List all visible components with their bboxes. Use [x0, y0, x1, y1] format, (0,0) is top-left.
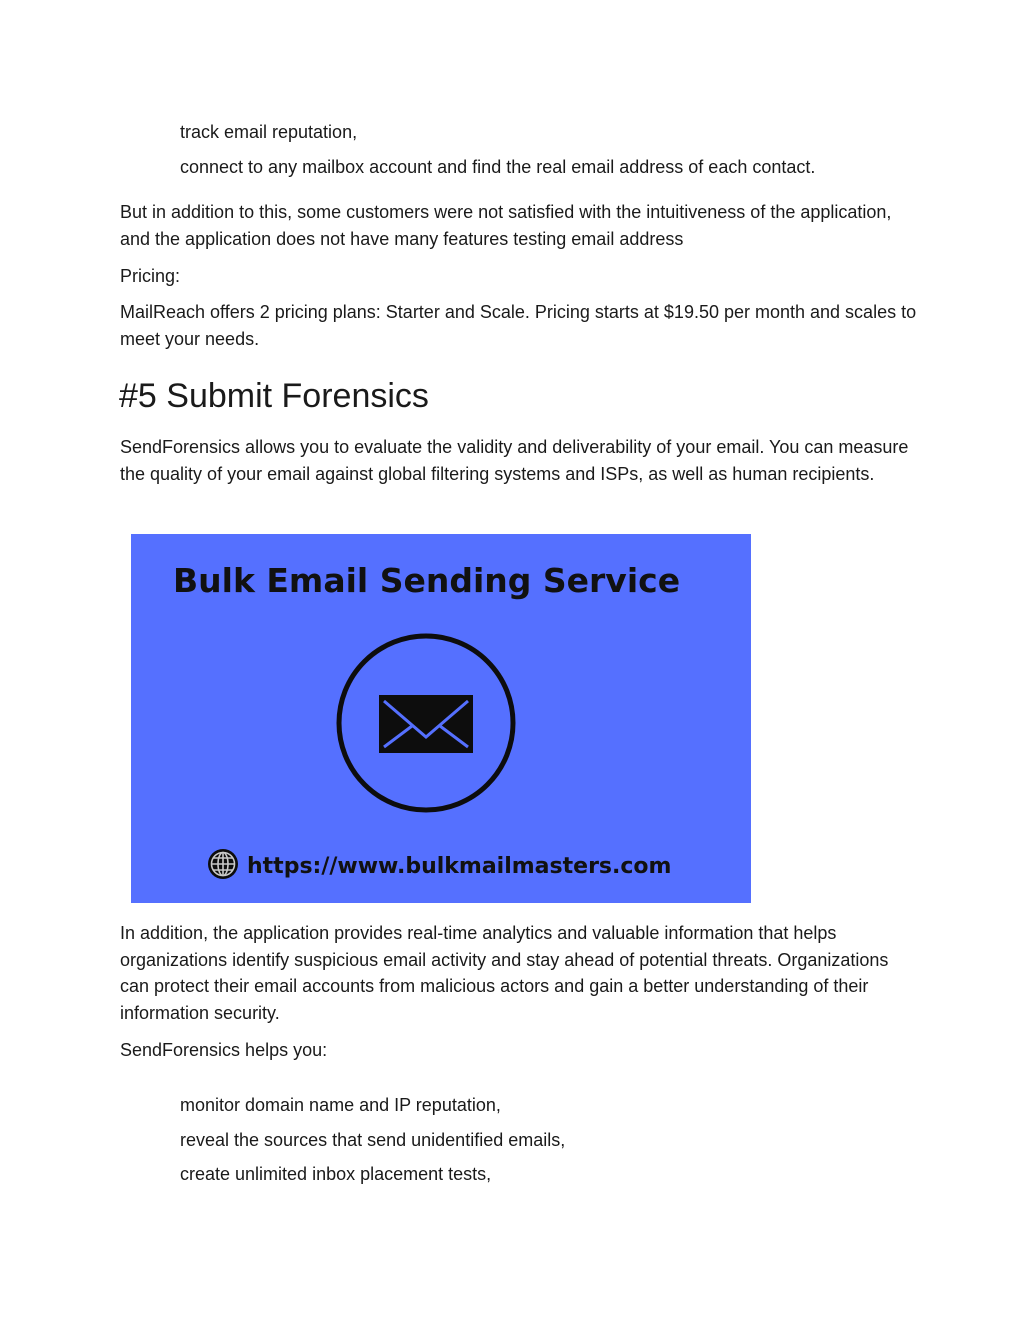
section-heading: #5 Submit Forensics — [119, 377, 429, 415]
globe-icon — [208, 849, 238, 879]
paragraph: MailReach offers 2 pricing plans: Starter and Scale. Pricing starts at $19.50 per month and scales to meet your needs. — [120, 302, 917, 349]
list-item: connect to any mailbox account and find the real email address of each contact. — [180, 157, 816, 177]
list-item: create unlimited inbox placement tests, — [180, 1164, 492, 1184]
paragraph: Pricing: — [120, 266, 181, 286]
list-item: track email reputation, — [180, 122, 358, 142]
list-item: reveal the sources that send unidentified emails, — [180, 1130, 566, 1150]
paragraph: SendForensics helps you: — [120, 1040, 328, 1060]
banner-url: https://www.bulkmailmasters.com — [247, 854, 672, 879]
paragraph: In addition, the application provides real-time analytics and valuable information that helps organizations identify suspicious email activity and stay ahead of potential threats. Organizations can protect their email accounts from malicious actors and gain a better understanding of their information security. — [120, 923, 889, 1023]
paragraph: SendForensics allows you to evaluate the validity and deliverability of your email. You can measure the quality of your email against global filtering systems and ISPs, as well as human recipients. — [120, 437, 909, 484]
banner-image — [131, 534, 751, 903]
paragraph: But in addition to this, some customers were not satisfied with the intuitiveness of the application, and the application does not have many features testing email address — [120, 202, 892, 249]
list-item: monitor domain name and IP reputation, — [180, 1095, 501, 1115]
banner-title: Bulk Email Sending Service — [173, 561, 681, 600]
